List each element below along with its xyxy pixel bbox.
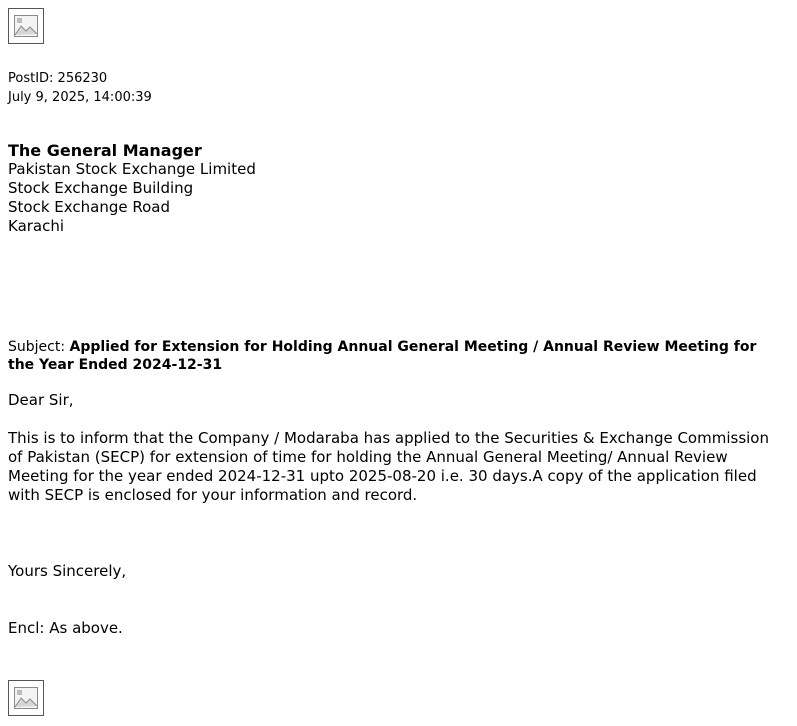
- addressee-title: The General Manager: [8, 141, 202, 160]
- post-id: PostID: 256230: [8, 71, 108, 86]
- broken-image-icon: [8, 680, 44, 716]
- broken-image-icon: [8, 8, 44, 44]
- closing: Yours Sincerely,: [8, 562, 127, 580]
- post-timestamp: July 9, 2025, 14:00:39: [8, 90, 152, 105]
- subject-block: [8, 338, 783, 374]
- addressee-line-4: Karachi: [8, 217, 65, 235]
- subject-text: Applied for Extension for Holding Annual General Meeting / Annual Review Meeting for the Year Ended 2024-12-31: [8, 339, 757, 373]
- subject-label: Subject:: [8, 339, 70, 355]
- enclosure-note: Encl: As above.: [8, 619, 123, 637]
- image-glyph-icon: [14, 15, 38, 37]
- addressee-line-1: Pakistan Stock Exchange Limited: [8, 160, 256, 178]
- addressee-line-2: Stock Exchange Building: [8, 179, 194, 197]
- image-glyph-icon: [14, 687, 38, 709]
- salutation: Dear Sir,: [8, 391, 74, 409]
- addressee-line-3: Stock Exchange Road: [8, 198, 170, 216]
- letter-body: This is to inform that the Company / Modaraba has applied to the Securities & Exchange Commission of Pakistan (SECP) for extension of time for holding the Annual General Meeting/ Annual Review Meeting for the year ended 2024-12-31 upto 2025-08-20 i.e. 30 days.A copy of the application filed with SECP is enclosed for your information and record.: [8, 429, 769, 504]
